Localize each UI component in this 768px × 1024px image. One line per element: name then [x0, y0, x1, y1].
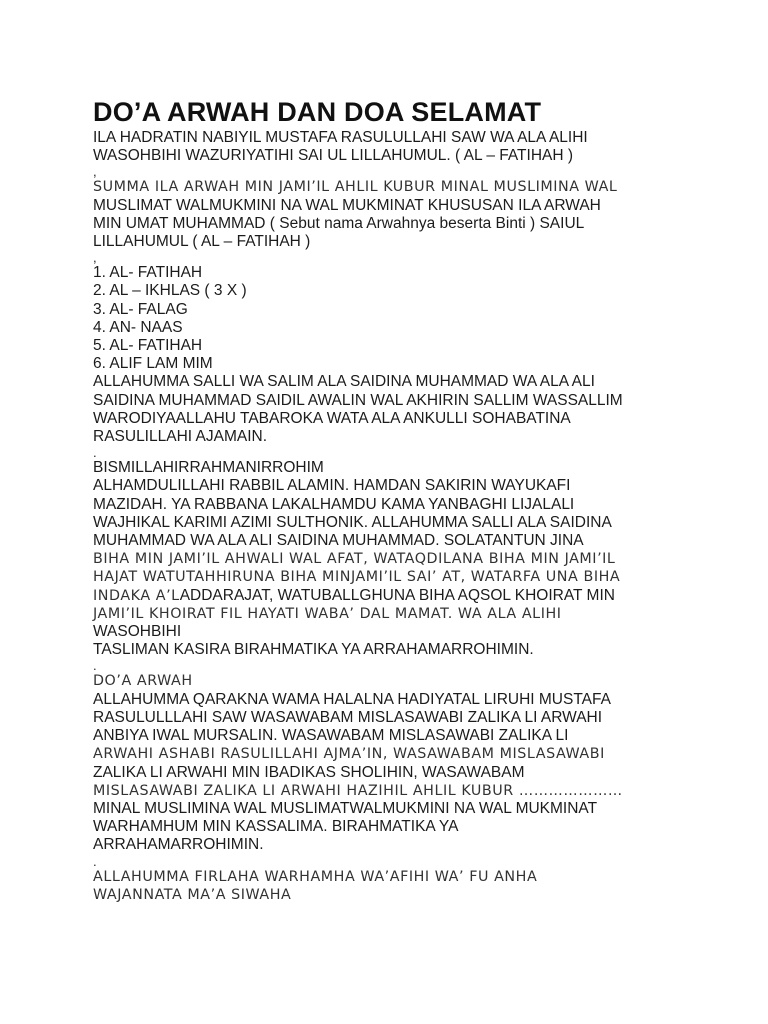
text-line: ILA HADRATIN NABIYIL MUSTAFA RASULULLAHI SAW WA ALA ALIHI [93, 129, 588, 146]
text-line: 4. AN- NAAS [93, 318, 183, 336]
separator-mark: . [93, 853, 97, 869]
text-line: 5. AL- FATIHAH [93, 337, 203, 355]
text-line: MAZIDAH. YA RABBANA LAKALHAMDU KAMA YANBAGHI LIJALALI [93, 495, 575, 513]
text-line: ALLAHUMMA SALLI WA SALIM ALA SAIDINA MUHAMMAD WA ALA ALI [93, 373, 595, 391]
text-line: JAMI’IL KHOIRAT FIL HAYATI WABA’ DAL MAMAT. WA ALA ALIHI [93, 605, 562, 622]
text-line: SAIDINA MUHAMMAD SAIDIL AWALIN WAL AKHIRIN SALLIM WASSALLIM [93, 391, 623, 409]
text-line: ARRAHAMARROHIMIN. [93, 836, 264, 854]
text-line: LILLAHUMUL ( AL – FATIHAH ) [93, 233, 311, 251]
text-line: TASLIMAN KASIRA BIRAHMATIKA YA ARRAHAMARROHIMIN. [93, 641, 534, 659]
text-line: BISMILLAHIRRAHMANIRROHIM [93, 459, 324, 477]
separator-mark: . [93, 445, 97, 461]
text-line: ANBIYA IWAL MURSALIN. WASAWABAM MISLASAWABI ZALIKA LI [93, 727, 569, 745]
document-body [93, 129, 753, 904]
text-line: ALLAHUMMA FIRLAHA WARHAMHA WA’AFIHI WA’ FU ANHA [93, 868, 538, 885]
text-line: DO’A ARWAH [93, 673, 193, 690]
separator-mark: . [93, 658, 97, 674]
text-line: 2. AL – IKHLAS ( 3 X ) [93, 282, 247, 300]
document-title: DO’A ARWAH DAN DOA SELAMAT [93, 97, 542, 127]
text-line: WASOHBIHI WAZURIYATIHI SAI UL LILLAHUMUL. ( AL – FATIHAH ) [93, 147, 574, 165]
text-line [93, 587, 753, 605]
text-line-part: ADDARAJAT, WATUBALLGHUNA BIHA AQSOL KHOIRAT MIN [179, 586, 615, 604]
text-line-part: INDAKA A’L [93, 587, 180, 604]
text-line: ALHAMDULILLAHI RABBIL ALAMIN. HAMDAN SAKIRIN WAYUKAFI [93, 477, 571, 495]
separator-mark: , [93, 250, 97, 266]
text-line: MIN UMAT MUHAMMAD ( Sebut nama Arwahnya beserta Binti ) SAIUL [93, 214, 585, 232]
text-line: RASULULLLAHI SAW WASAWABAM MISLASAWABI ZALIKA LI ARWAHI [93, 708, 603, 726]
text-line: WAJANNATA MA’A SIWAHA [93, 886, 292, 903]
text-line: MUSLIMAT WALMUKMINI NA WAL MUKMINAT KHUSUSAN ILA ARWAH [93, 196, 601, 214]
text-line: WAJHIKAL KARIMI AZIMI SULTHONIK. ALLAHUMMA SALLI ALA SAIDINA [93, 513, 612, 531]
text-line: WASOHBIHI [93, 623, 182, 641]
document-page [93, 97, 753, 904]
text-line: ALLAHUMMA QARAKNA WAMA HALALNA HADIYATAL LIRUHI MUSTAFA [93, 690, 611, 708]
text-line: ZALIKA LI ARWAHI MIN IBADIKAS SHOLIHIN, WASAWABAM [93, 763, 525, 781]
text-line: WARHAMHUM MIN KASSALIMA. BIRAHMATIKA YA [93, 818, 459, 836]
text-line: MUHAMMAD WA ALA ALI SAIDINA MUHAMMAD. SOLATANTUN JINA [93, 532, 584, 550]
text-line: WARODIYAALLAHU TABAROKA WATA ALA ANKULLI SOHABATINA [93, 409, 571, 427]
text-line: HAJAT WATUTAHHIRUNA BIHA MINJAMI’IL SAI’ AT, WATARFA UNA BIHA [93, 569, 621, 586]
text-line: SUMMA ILA ARWAH MIN JAMI’IL AHLIL KUBUR MINAL MUSLIMINA WAL [93, 179, 618, 196]
text-line: RASULILLAHI AJAMAIN. [93, 428, 268, 446]
text-line: MISLASAWABI ZALIKA LI ARWAHI HAZIHIL AHLIL KUBUR ………………… [93, 782, 623, 799]
text-line: 3. AL- FALAG [93, 300, 188, 318]
text-line: BIHA MIN JAMI’IL AHWALI WAL AFAT, WATAQDILANA BIHA MIN JAMI’IL [93, 551, 616, 568]
text-line: ARWAHI ASHABI RASULILLAHI AJMA’IN, WASAWABAM MISLASAWABI [93, 746, 605, 763]
text-line: 1. AL- FATIHAH [93, 264, 203, 282]
text-line: MINAL MUSLIMINA WAL MUSLIMATWALMUKMINI NA WAL MUKMINAT [93, 799, 598, 817]
separator-mark: , [93, 164, 97, 180]
text-line: 6. ALIF LAM MIM [93, 355, 213, 373]
